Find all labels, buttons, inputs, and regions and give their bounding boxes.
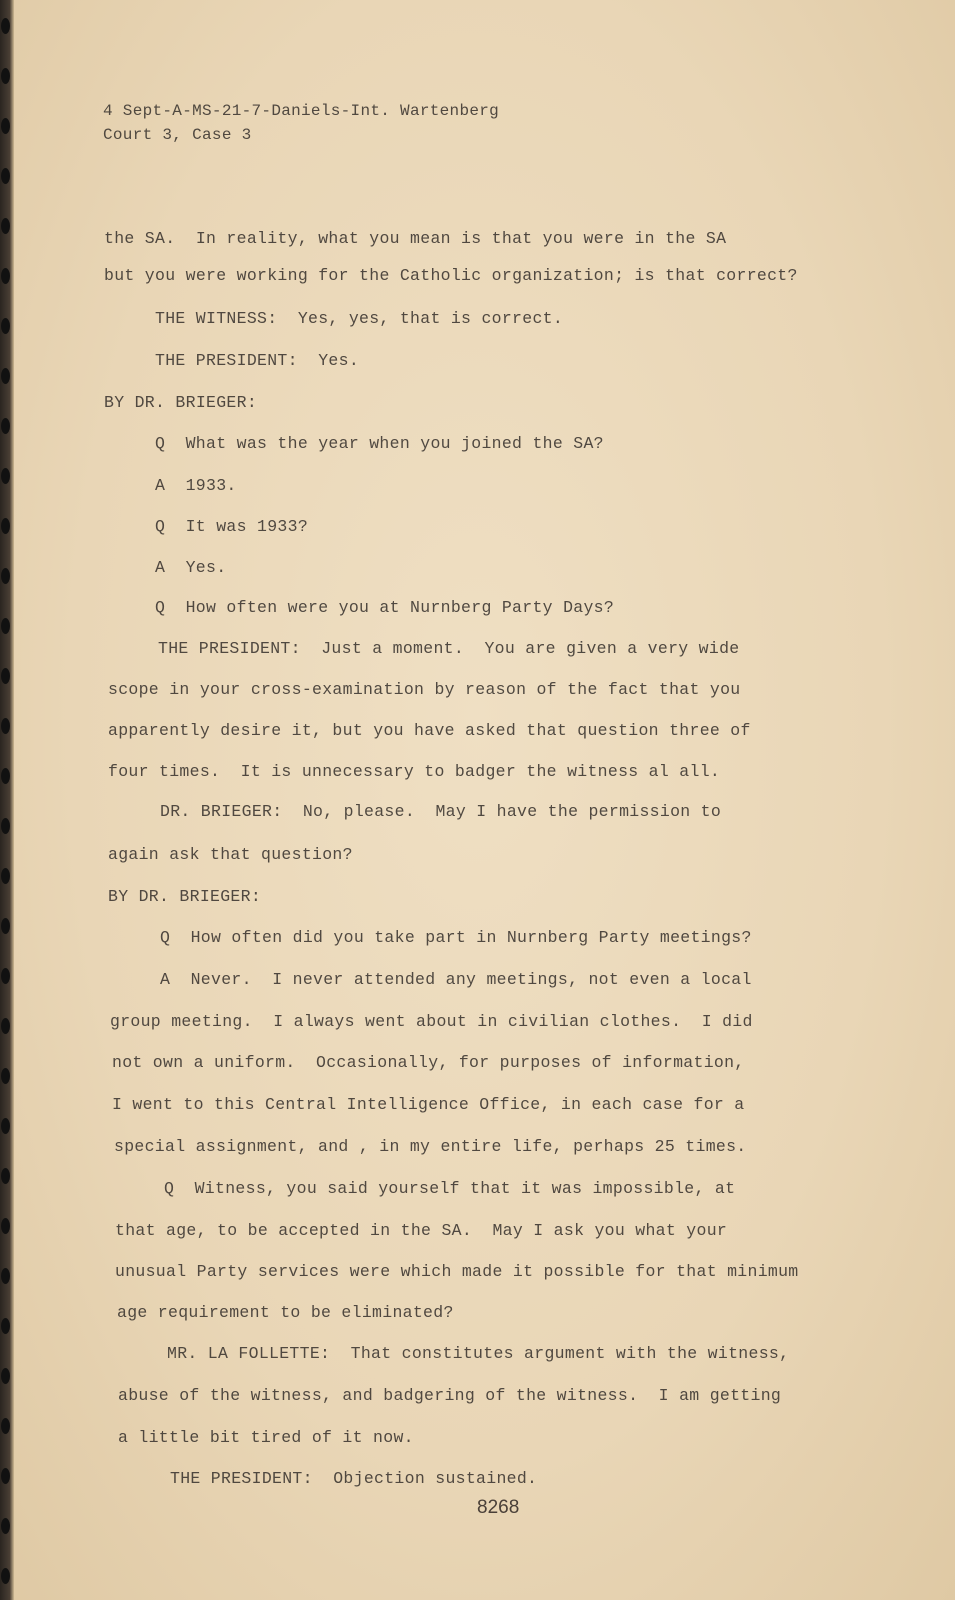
body-line: A 1933. (155, 476, 237, 495)
body-line: Q How often did you take part in Nurnberg Party meetings? (160, 928, 752, 947)
body-line: four times. It is unnecessary to badger the witness al all. (108, 762, 721, 781)
body-line: DR. BRIEGER: No, please. May I have the permission to (160, 802, 722, 821)
body-line: that age, to be accepted in the SA. May I ask you what your (115, 1221, 728, 1240)
body-line: unusual Party services were which made it possible for that minimum (115, 1262, 799, 1281)
body-line: special assignment, and , in my entire life, perhaps 25 times. (114, 1137, 747, 1156)
body-line: Q What was the year when you joined the SA? (155, 434, 604, 453)
body-line: THE WITNESS: Yes, yes, that is correct. (155, 309, 564, 328)
body-line: BY DR. BRIEGER: (104, 393, 258, 412)
body-line: A Yes. (155, 558, 227, 577)
body-line: again ask that question? (108, 845, 353, 864)
body-line: scope in your cross-examination by reason of the fact that you (108, 680, 741, 699)
body-line: but you were working for the Catholic organization; is that correct? (104, 266, 798, 285)
body-line: THE PRESIDENT: Objection sustained. (170, 1469, 538, 1488)
body-line: I went to this Central Intelligence Office, in each case for a (112, 1095, 745, 1114)
header-line-2: Court 3, Case 3 (103, 126, 252, 144)
body-line: age requirement to be eliminated? (117, 1303, 454, 1322)
body-line: THE PRESIDENT: Just a moment. You are given a very wide (158, 639, 740, 658)
body-line: the SA. In reality, what you mean is that you were in the SA (104, 229, 727, 248)
page-number: 8268 (477, 1497, 520, 1518)
body-line: BY DR. BRIEGER: (108, 887, 262, 906)
header-line-1: 4 Sept-A-MS-21-7-Daniels-Int. Wartenberg (103, 102, 500, 120)
body-line: not own a uniform. Occasionally, for purposes of information, (112, 1053, 745, 1072)
body-line: abuse of the witness, and badgering of the witness. I am getting (118, 1386, 782, 1405)
body-line: Q It was 1933? (155, 517, 309, 536)
body-line: a little bit tired of it now. (118, 1428, 414, 1447)
body-line: MR. LA FOLLETTE: That constitutes argument with the witness, (167, 1344, 790, 1363)
body-line: Q Witness, you said yourself that it was impossible, at (164, 1179, 736, 1198)
body-line: Q How often were you at Nurnberg Party Days? (155, 598, 615, 617)
body-line: A Never. I never attended any meetings, not even a local (160, 970, 752, 989)
body-line: group meeting. I always went about in civilian clothes. I did (110, 1012, 753, 1031)
body-line: apparently desire it, but you have asked that question three of (108, 721, 751, 740)
binding-edge (0, 0, 14, 1600)
body-line: THE PRESIDENT: Yes. (155, 351, 360, 370)
